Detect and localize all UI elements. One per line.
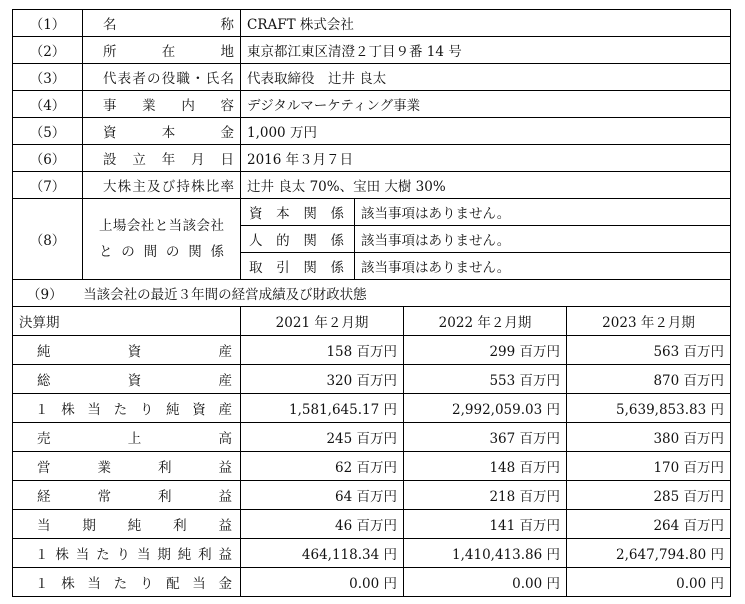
financials-row-dividend-per-share — [13, 568, 731, 597]
profile-row-established — [13, 145, 731, 172]
financials-row-sales — [13, 423, 731, 452]
row-label: 名称 — [83, 10, 241, 37]
row-label: 所在地 — [83, 37, 241, 64]
row-value: 1,000 万円 — [241, 118, 731, 145]
financial-item-label: １株当たり純資産 — [13, 394, 241, 423]
row-number: （5） — [13, 118, 83, 145]
relationship-label-line2: との間の関係 — [99, 244, 224, 260]
profile-row-representative — [13, 64, 731, 91]
financial-value: 148 百万円 — [404, 452, 567, 481]
financials-row-net-income — [13, 510, 731, 539]
financial-value: 553 百万円 — [404, 365, 567, 394]
row-value: 2016 年３月７日 — [241, 145, 731, 172]
relationship-item-label: 人的関係 — [241, 226, 355, 253]
financial-value: 870 百万円 — [567, 365, 731, 394]
financial-value: 62 百万円 — [241, 452, 404, 481]
financial-value: 299 百万円 — [404, 336, 567, 365]
financial-value: 1,410,413.86 円 — [404, 539, 567, 568]
row-number: （4） — [13, 91, 83, 118]
section9-heading — [13, 280, 731, 307]
row-number: （7） — [13, 172, 83, 199]
financial-value: 218 百万円 — [404, 481, 567, 510]
financial-item-label: １株当たり配当金 — [13, 568, 241, 597]
fiscal-period-header: 決算期 — [13, 307, 241, 336]
financial-item-label: 経常利益 — [13, 481, 241, 510]
relationship-item-value: 該当事項はありません。 — [355, 226, 731, 253]
financial-value: 245 百万円 — [241, 423, 404, 452]
financial-value: 2,992,059.03 円 — [404, 394, 567, 423]
financial-value: 320 百万円 — [241, 365, 404, 394]
row-value: 東京都江東区清澄２丁目９番 14 号 — [241, 37, 731, 64]
financial-value: 285 百万円 — [567, 481, 731, 510]
row-value: 代表取締役 辻井 良太 — [241, 64, 731, 91]
financial-value: 0.00 円 — [241, 568, 404, 597]
financial-item-label: １株当たり当期純利益 — [13, 539, 241, 568]
section9-title: 当該会社の最近３年間の経営成績及び財政状態 — [83, 287, 367, 303]
company-overview-sheet — [12, 9, 730, 597]
profile-row-capital — [13, 118, 731, 145]
row-label: 設立年月日 — [83, 145, 241, 172]
financial-value: 170 百万円 — [567, 452, 731, 481]
row-label: 資本金 — [83, 118, 241, 145]
company-profile-table — [12, 9, 731, 307]
financial-value: 380 百万円 — [567, 423, 731, 452]
financials-row-total-assets — [13, 365, 731, 394]
financial-value: 64 百万円 — [241, 481, 404, 510]
financials-row-net-assets — [13, 336, 731, 365]
row-number: （2） — [13, 37, 83, 64]
financial-value: 563 百万円 — [567, 336, 731, 365]
relationship-row-capital — [13, 199, 731, 226]
financials-row-operating-income — [13, 452, 731, 481]
row-label: 事業内容 — [83, 91, 241, 118]
relationship-label — [83, 199, 241, 280]
relationship-item-label: 資本関係 — [241, 199, 355, 226]
period-header: 2021 年２月期 — [241, 307, 404, 336]
financials-table — [12, 306, 731, 597]
financial-value: 1,581,645.17 円 — [241, 394, 404, 423]
row-label: 大株主及び持株比率 — [83, 172, 241, 199]
financial-item-label: 当期純利益 — [13, 510, 241, 539]
profile-row-business — [13, 91, 731, 118]
row-value: CRAFT 株式会社 — [241, 10, 731, 37]
row-number: （6） — [13, 145, 83, 172]
row-number: （8） — [13, 199, 83, 280]
financial-value: 46 百万円 — [241, 510, 404, 539]
row-value: 辻井 良太 70%、宝田 大樹 30% — [241, 172, 731, 199]
profile-row-address — [13, 37, 731, 64]
section9-header-row — [13, 280, 731, 307]
row-label: 代表者の役職・氏名 — [83, 64, 241, 91]
financial-value: 464,118.34 円 — [241, 539, 404, 568]
financial-value: 367 百万円 — [404, 423, 567, 452]
row-value: デジタルマーケティング事業 — [241, 91, 731, 118]
financial-value: 0.00 円 — [567, 568, 731, 597]
financial-value: 2,647,794.80 円 — [567, 539, 731, 568]
row-number: （3） — [13, 64, 83, 91]
row-number: （1） — [13, 10, 83, 37]
financial-value: 264 百万円 — [567, 510, 731, 539]
section9-number: （9） — [27, 287, 63, 303]
period-header: 2022 年２月期 — [404, 307, 567, 336]
financial-value: 141 百万円 — [404, 510, 567, 539]
relationship-item-value: 該当事項はありません。 — [355, 199, 731, 226]
financials-row-ordinary-income — [13, 481, 731, 510]
relationship-item-value: 該当事項はありません。 — [355, 253, 731, 280]
financial-item-label: 総資産 — [13, 365, 241, 394]
financial-item-label: 売上高 — [13, 423, 241, 452]
financial-value: 158 百万円 — [241, 336, 404, 365]
period-header: 2023 年２月期 — [567, 307, 731, 336]
financial-item-label: 営業利益 — [13, 452, 241, 481]
profile-row-name — [13, 10, 731, 37]
financial-value: 0.00 円 — [404, 568, 567, 597]
financials-row-net-assets-per-share — [13, 394, 731, 423]
financial-item-label: 純資産 — [13, 336, 241, 365]
financials-row-eps — [13, 539, 731, 568]
relationship-label-line1: 上場会社と当該会社 — [99, 218, 224, 234]
financial-value: 5,639,853.83 円 — [567, 394, 731, 423]
profile-row-shareholders — [13, 172, 731, 199]
financials-header-row — [13, 307, 731, 336]
relationship-item-label: 取引関係 — [241, 253, 355, 280]
